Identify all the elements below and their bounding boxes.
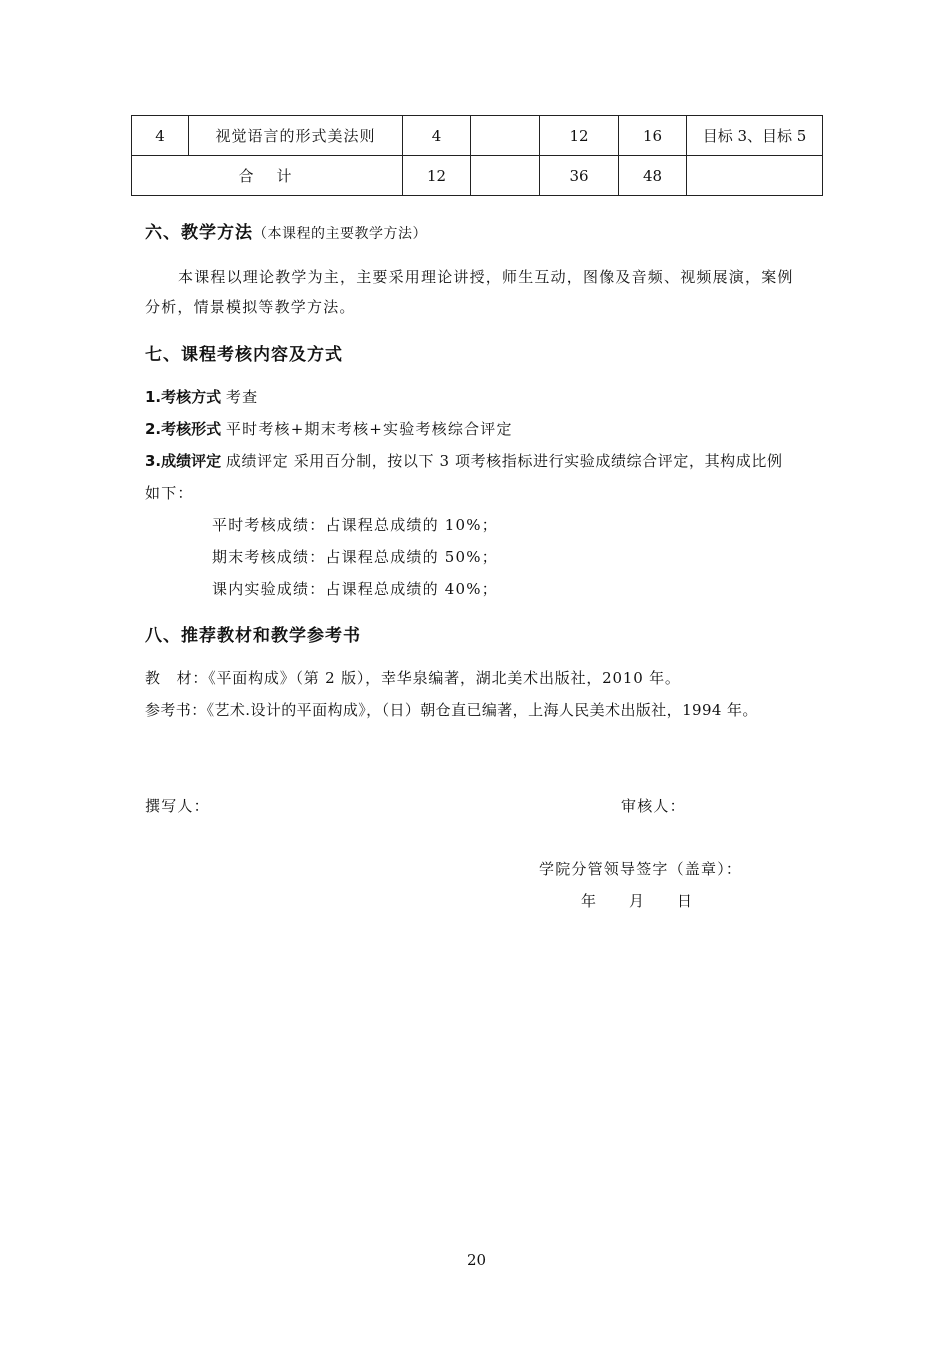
- cell-empty: [471, 116, 540, 156]
- section6-heading: 六、教学方法: [145, 223, 253, 243]
- table-row: [132, 116, 823, 156]
- cell-lecture-hours: 4: [403, 116, 471, 156]
- writer-label: 撰写人：: [145, 797, 210, 815]
- reference-line: 参考书：《艺术.设计的平面构成》，（日）朝仓直已编著，上海人民美术出版社，1994 年。: [145, 701, 758, 719]
- reviewer-label: 审核人：: [621, 797, 686, 815]
- cell-goal: 目标 3、目标 5: [687, 116, 823, 156]
- section8-heading: 八、推荐教材和教学参考书: [145, 626, 361, 646]
- table-row-total: [132, 156, 823, 196]
- cell-total-practice: 36: [540, 156, 619, 196]
- cell-practice-hours: 12: [540, 116, 619, 156]
- cell-total-lecture: 12: [403, 156, 471, 196]
- assessment-method-label: 1.考核方式: [145, 388, 222, 406]
- cell-topic: 视觉语言的形式美法则: [189, 116, 403, 156]
- cell-total-goal: [687, 156, 823, 196]
- cell-empty: [471, 156, 540, 196]
- leader-signature-label: 学院分管领导签字（盖章）：: [539, 860, 743, 878]
- textbook-line: 教 材：《平面构成》（第 2 版），幸华泉编著，湖北美术出版社，2010 年。: [145, 669, 681, 687]
- page-number: 20: [467, 1251, 487, 1269]
- section6-body-line2: 分析，情景模拟等教学方法。: [145, 298, 356, 316]
- assessment-method: [145, 386, 258, 407]
- section6-heading-line: [145, 218, 427, 243]
- assessment-form-text: 平时考核+期末考核+实验考核综合评定: [225, 420, 513, 438]
- cell-total-hours: 16: [619, 116, 687, 156]
- grade-evaluation-text: 成绩评定 采用百分制，按以下 3 项考核指标进行实验成绩综合评定，其构成比例: [225, 452, 783, 470]
- cell-no: 4: [132, 116, 189, 156]
- section7-heading: 七、课程考核内容及方式: [145, 345, 343, 365]
- assessment-form: [145, 418, 513, 439]
- hours-table: [131, 115, 823, 196]
- cell-total-sum: 48: [619, 156, 687, 196]
- assessment-form-label: 2.考核形式: [145, 420, 222, 438]
- date-line: 年 月 日: [581, 892, 694, 910]
- section6-note: （本课程的主要教学方法）: [253, 226, 427, 242]
- section6-body-line1: 本课程以理论教学为主，主要采用理论讲授，师生互动，图像及音频、视频展演，案例: [178, 268, 794, 286]
- assessment-method-text: 考查: [225, 388, 259, 406]
- cell-total-label: 合 计: [132, 156, 403, 196]
- grade-item-final: 期末考核成绩：占课程总成绩的 50%；: [212, 548, 498, 566]
- grade-evaluation-cont: 如下：: [145, 484, 194, 502]
- grade-evaluation: [145, 450, 783, 471]
- grade-item-lab: 课内实验成绩：占课程总成绩的 40%；: [212, 580, 498, 598]
- grade-evaluation-label: 3.成绩评定: [145, 452, 222, 470]
- grade-item-regular: 平时考核成绩：占课程总成绩的 10%；: [212, 516, 498, 534]
